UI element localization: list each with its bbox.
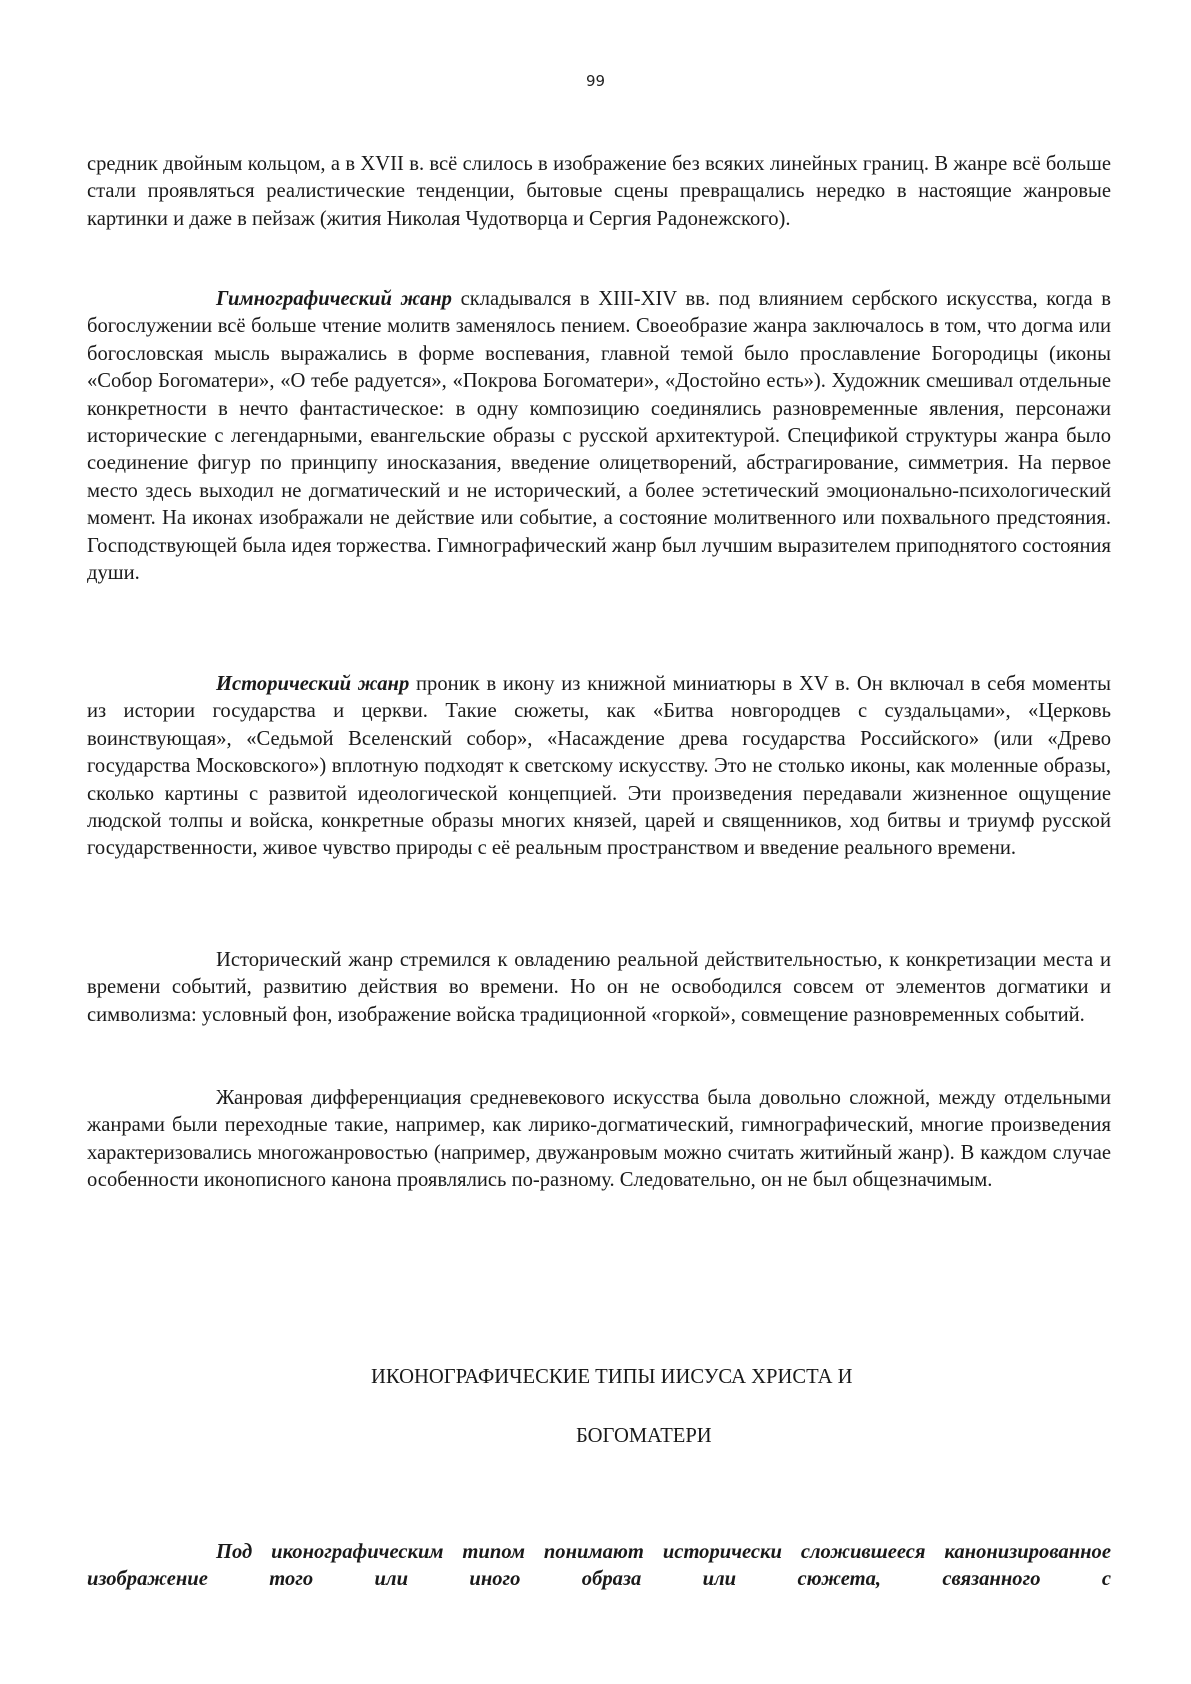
paragraph-5-text: Жанровая дифференциация средневекового искусства была довольно сложной, между отдельными жанрами были переходные такие, например, как лирико-догматический, гимнографический, многие произведения характеризовались многожанровостью (например, двужанровым можно считать житийный жанр). В каждом случае особенности иконописного канона проявлялись по-разному. Следовательно, он не был общезначимым.: [87, 1087, 1111, 1192]
paragraph-genre-differentiation: [87, 1085, 1111, 1195]
paragraph-hymnographic-genre: [87, 286, 1111, 587]
paragraph-continuation: [87, 151, 1111, 233]
term-hymnographic-genre: Гимнографический жанр: [216, 288, 452, 310]
paragraph-historical-genre: [87, 671, 1111, 863]
paragraph-6-text: Под иконографическим типом понимают исторически сложившееся канонизированное изображение того или иного образа или сюжета, связанного с: [87, 1541, 1111, 1591]
paragraph-historical-genre-continued: [87, 947, 1111, 1029]
page-number: 99: [585, 72, 606, 90]
paragraph-iconographic-type-definition: [87, 1539, 1111, 1594]
section-heading-line-2: БОГОМАТЕРИ: [576, 1425, 712, 1447]
paragraph-1-text: средник двойным кольцом, а в XVII в. всё слилось в изображение без всяких линейных границ. В жанре всё больше стали проявляться реалистические тенденции, бытовые сцены превращались нередко в настоящие жанровые картинки и даже в пейзаж (жития Николая Чудотворца и Сергия Радонежского).: [87, 153, 1111, 230]
term-historical-genre: Исторический жанр: [216, 673, 410, 695]
paragraph-4-text: Исторический жанр стремился к овладению реальной действительностью, к конкретизации места и времени событий, развитию действия во времени. Но он не освободился совсем от элементов догматики и символизма: условный фон, изображение войска традиционной «горкой», совмещение разновременных событий.: [87, 949, 1111, 1026]
paragraph-2-text: складывался в XIII-XIV вв. под влиянием сербского искусства, когда в богослужении всё больше чтение молитв заменялось пением. Своеобразие жанра заключалось в том, что догма или богословская мысль выражались в форме воспевания, главной темой было прославление Богородицы (иконы «Собор Богоматери», «О тебе радуется», «Покрова Богоматери», «Достойно есть»). Художник смешивал отдельные конкретности в нечто фантастическое: в одну композицию соединялись разновременные явления, персонажи исторические с легендарными, евангельские образы с русской архитектурой. Спецификой структуры жанра было соединение фигур по принципу иносказания, введение олицетворений, абстрагирование, симметрия. На первое место здесь выходил не догматический и не исторический, а более эстетический эмоционально-психологический момент. На иконах изображали не действие или событие, а состояние молитвенного или похвального предстояния. Господствующей была идея торжества. Гимнографический жанр был лучшим выразителем приподнятого состояния души.: [87, 288, 1111, 585]
paragraph-3-text: проник в икону из книжной миниатюры в XV в. Он включал в себя моменты из истории государства и церкви. Такие сюжеты, как «Битва новгородцев с суздальцами», «Церковь воинствующая», «Седьмой Вселенский собор», «Насаждение древа государства Российского» (или «Древо государства Московского») вплотную подходят к светскому искусству. Это не столько иконы, как моленные образы, сколько картины с развитой идеологической концепцией. Эти произведения передавали жизненное ощущение людской толпы и войска, конкретные образы многих князей, царей и священников, ход битвы и триумф русской государственности, живое чувство природы с её реальным пространством и введение реального времени.: [87, 673, 1111, 860]
section-heading-line-1: ИКОНОГРАФИЧЕСКИЕ ТИПЫ ИИСУСА ХРИСТА И: [371, 1366, 853, 1388]
